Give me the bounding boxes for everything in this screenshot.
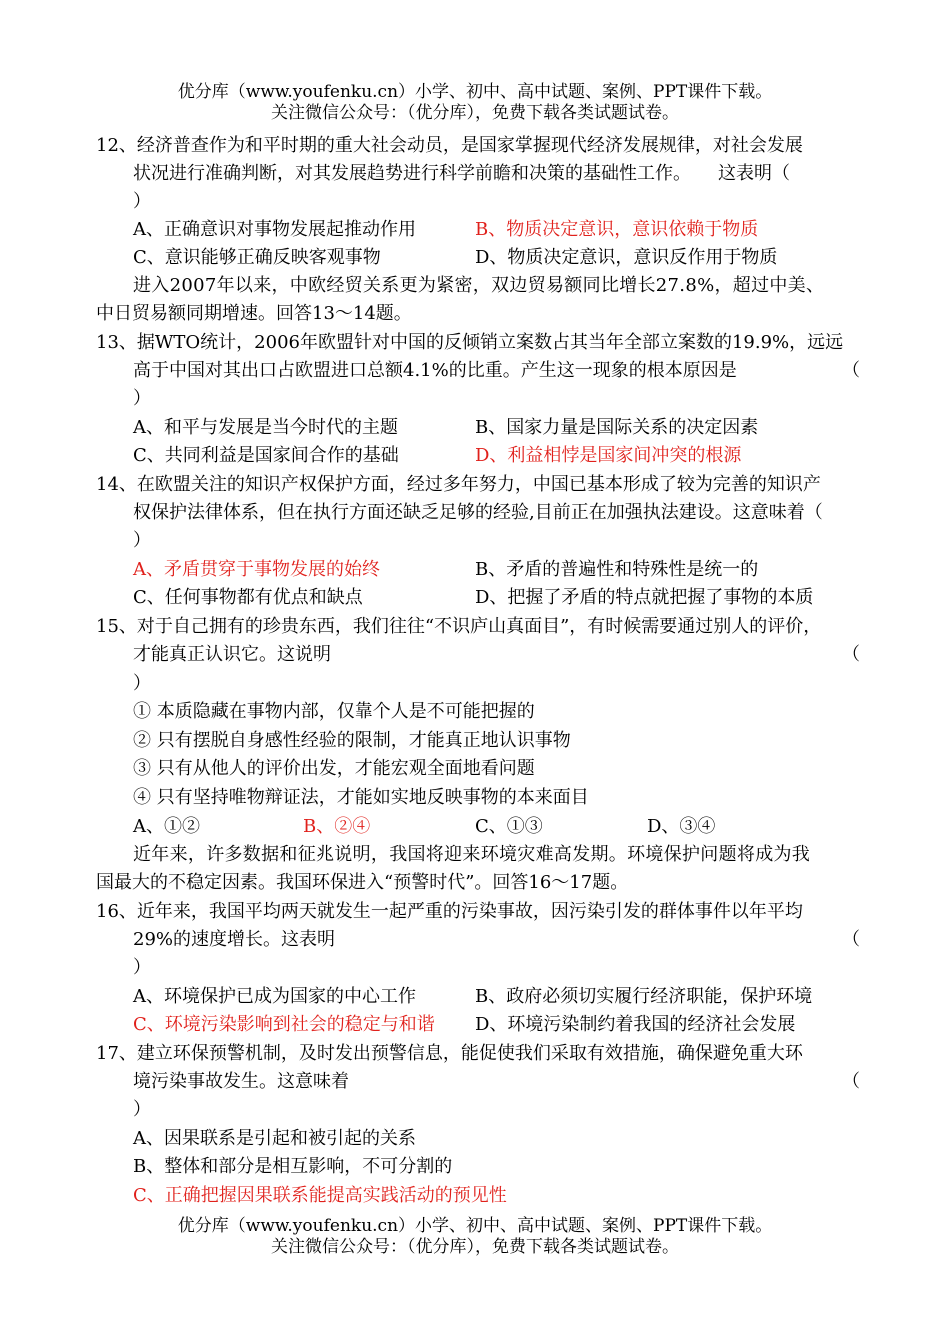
q16-option-c: C、环境污染影响到社会的稳定与和谐 [133, 1014, 435, 1035]
q14-option-b: B、矛盾的普遍性和特殊性是统一的 [475, 559, 759, 580]
intro-13-14-line-1: 进入2007年以来，中欧经贸关系更为紧密，双边贸易额同比增长27.8%，超过中美、 [133, 275, 825, 296]
q16-answer-paren: ） [133, 957, 151, 978]
q17-option-c: C、正确把握因果联系能提高实践活动的预见性 [133, 1185, 507, 1206]
intro-16-17-line-1: 近年来，许多数据和征兆说明，我国将迎来环境灾难高发期。环境保护问题将成为我 [133, 844, 811, 865]
q13-option-c: C、共同利益是国家间合作的基础 [133, 445, 399, 466]
q16-option-a: A、环境保护已成为国家的中心工作 [133, 986, 416, 1007]
q17-stem-line-2: 境污染事故发生。这意味着 [133, 1071, 349, 1092]
q12-option-d: D、物质决定意识，意识反作用于物质 [475, 247, 778, 268]
q16-stem-line-1: 16、近年来，我国平均两天就发生一起严重的污染事故，因污染引发的群体事件以年平均 [96, 901, 803, 922]
footer-line-1: 优分库（www.youfenku.cn）小学、初中、高中试题、案例、PPT课件下载。 [177, 1216, 773, 1236]
q12-answer-paren: ） [133, 191, 151, 212]
q15-stem-line-2: 才能真正认识它。这说明 [133, 644, 331, 665]
q15-stem-line-1: 15、对于自己拥有的珍贵东西，我们往往“不识庐山真面目”，有时候需要通过别人的评价， [96, 616, 822, 637]
q16-option-d: D、环境污染制约着我国的经济社会发展 [475, 1014, 796, 1035]
q12-option-b: B、物质决定意识，意识依赖于物质 [475, 219, 759, 240]
q17-option-a: A、因果联系是引起和被引起的关系 [133, 1128, 416, 1149]
q12-stem-line-1: 12、经济普查作为和平时期的重大社会动员，是国家掌握现代经济发展规律，对社会发展 [96, 135, 803, 156]
q13-paren-left: （ [842, 360, 860, 381]
intro-13-14-line-2: 中日贸易额同期增速。回答13～14题。 [96, 303, 412, 324]
q12-option-a: A、正确意识对事物发展起推动作用 [133, 219, 416, 240]
q15-answer-paren: ） [133, 673, 151, 694]
q12-option-c: C、意识能够正确反映客观事物 [133, 247, 381, 268]
q16-stem-line-2: 29%的速度增长。这表明 [133, 929, 336, 950]
q13-stem-line-1: 13、据WTO统计，2006年欧盟针对中国的反倾销立案数占其当年全部立案数的19.9%，远远 [96, 332, 844, 353]
q13-option-a: A、和平与发展是当今时代的主题 [133, 417, 398, 438]
q16-paren-left: （ [842, 929, 860, 950]
q17-paren-left: （ [842, 1071, 860, 1092]
q16-option-b: B、政府必须切实履行经济职能，保护环境 [475, 986, 813, 1007]
intro-16-17-line-2: 国最大的不稳定因素。我国环保进入“预警时代”。回答16～17题。 [96, 872, 629, 893]
q15-statement-2: ② 只有摆脱自身感性经验的限制，才能真正地认识事物 [133, 730, 571, 751]
q15-statement-3: ③ 只有从他人的评价出发，才能宏观全面地看问题 [133, 758, 535, 779]
q14-option-d: D、把握了矛盾的特点就把握了事物的本质 [475, 587, 814, 608]
q13-answer-paren: ） [133, 388, 151, 409]
q13-stem-line-2: 高于中国对其出口占欧盟进口总额4.1%的比重。产生这一现象的根本原因是 [133, 360, 737, 381]
q14-answer-paren: ） [133, 530, 151, 551]
q14-option-a: A、矛盾贯穿于事物发展的始终 [133, 559, 380, 580]
q14-stem-line-2: 权保护法律体系，但在执行方面还缺乏足够的经验,目前正在加强执法建设。这意味着（ [133, 502, 823, 523]
q15-option-b: B、②④ [303, 816, 371, 837]
q15-option-c: C、①③ [475, 816, 543, 837]
header-line-1: 优分库（www.youfenku.cn）小学、初中、高中试题、案例、PPT课件下载。 [177, 82, 773, 102]
q12-stem-line-2: 状况进行准确判断，对其发展趋势进行科学前瞻和决策的基础性工作。 这表明（ [133, 163, 790, 184]
q13-option-d: D、利益相悖是国家间冲突的根源 [475, 445, 742, 466]
footer-line-2: 关注微信公众号：（优分库），免费下载各类试题试卷。 [271, 1237, 679, 1257]
q17-answer-paren: ） [133, 1099, 151, 1120]
q14-option-c: C、任何事物都有优点和缺点 [133, 587, 363, 608]
q14-stem-line-1: 14、在欧盟关注的知识产权保护方面，经过多年努力，中国已基本形成了较为完善的知识产 [96, 474, 821, 495]
q15-option-d: D、③④ [647, 816, 716, 837]
q15-statement-1: ① 本质隐藏在事物内部，仅靠个人是不可能把握的 [133, 701, 535, 722]
q17-stem-line-1: 17、建立环保预警机制，及时发出预警信息，能促使我们采取有效措施，确保避免重大环 [96, 1043, 803, 1064]
header-line-2: 关注微信公众号：（优分库），免费下载各类试题试卷。 [271, 103, 679, 123]
q15-option-a: A、①② [133, 816, 200, 837]
q15-paren-left: （ [842, 644, 860, 665]
q15-statement-4: ④ 只有坚持唯物辩证法，才能如实地反映事物的本来面目 [133, 787, 589, 808]
q13-option-b: B、国家力量是国际关系的决定因素 [475, 417, 759, 438]
q17-option-b: B、整体和部分是相互影响，不可分割的 [133, 1156, 453, 1177]
